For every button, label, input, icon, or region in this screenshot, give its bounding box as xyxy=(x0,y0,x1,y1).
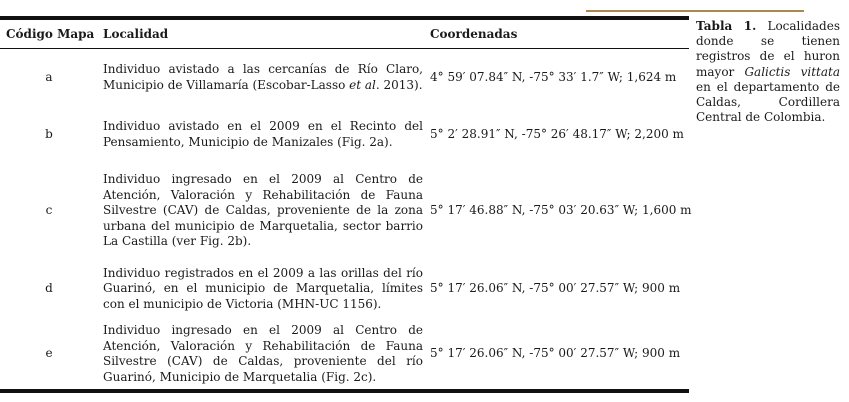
row-coordinates: 4° 59′ 07.84″ N, -75° 33′ 1.7″ W; 1,624 m xyxy=(430,69,677,84)
row-locality: Individuo ingresado en el 2009 al Centro de Atención, Valoración y Rehabilitación de Fauna Silvestre (CAV) de Caldas, proveniente de la zona urbana del municipio de Marquetalia, sector barrio La Castilla (ver Fig. 2b). xyxy=(103,172,423,249)
table-header-row xyxy=(0,20,689,49)
header-coordinates: Coordenadas xyxy=(430,27,518,41)
table-row xyxy=(0,319,689,389)
row-locality xyxy=(98,62,423,93)
row-locality: Individuo ingresado en el 2009 al Centro de Atención, Valoración y Rehabilitación de Fauna Silvestre (CAV) de Caldas, proveniente del río Guarinó, Municipio de Marquetalia (Fig. 2c). xyxy=(103,323,423,384)
row-locality: Individuo avistado en el 2009 en el Recinto del Pensamiento, Municipio de Manizales (Fig. 2a). xyxy=(103,119,423,149)
locality-italic: et al xyxy=(349,77,376,92)
row-coordinates: 5° 17′ 26.06″ N, -75° 00′ 27.57″ W; 900 m xyxy=(430,346,681,361)
row-code: a xyxy=(45,69,53,84)
table-caption xyxy=(696,19,840,125)
table-row xyxy=(0,163,692,259)
row-coordinates: 5° 17′ 26.06″ N, -75° 00′ 27.57″ W; 900 m xyxy=(430,281,681,296)
row-code: b xyxy=(45,126,53,141)
row-coordinates: 5° 17′ 46.88″ N, -75° 03′ 20.63″ W; 1,600 m xyxy=(430,203,692,218)
table-bottom-rule xyxy=(0,389,689,393)
row-code: e xyxy=(45,346,53,361)
accent-rule xyxy=(586,10,804,12)
row-code: c xyxy=(45,203,53,218)
header-code: Código Mapa xyxy=(6,27,95,41)
locality-tail: . 2013). xyxy=(375,77,423,92)
caption-text-end: en el departamento de Caldas, Cordillera Central de Colombia. xyxy=(696,79,840,125)
table-row xyxy=(0,106,689,163)
table-row xyxy=(0,49,689,106)
caption-label: Tabla 1. xyxy=(696,19,757,33)
header-locality: Localidad xyxy=(103,27,169,41)
row-coordinates: 5° 2′ 28.91″ N, -75° 26′ 48.17″ W; 2,200 m xyxy=(430,126,684,141)
caption-species: Galictis vittata xyxy=(744,64,840,79)
locality-text: Individuo avistado a las cercanías de Río Claro, Municipio de Villamaría (Escobar-Lasso xyxy=(103,62,423,92)
table-row xyxy=(0,259,689,319)
localities-table xyxy=(0,16,692,389)
row-locality: Individuo registrados en el 2009 a las orillas del río Guarinó, en el municipio de Marquetalia, límites con el municipio de Victoria (MHN-UC 1156). xyxy=(103,265,423,311)
caption-text: Localidades donde se tienen registros de el huron mayor xyxy=(696,19,840,79)
row-code: d xyxy=(45,281,53,296)
